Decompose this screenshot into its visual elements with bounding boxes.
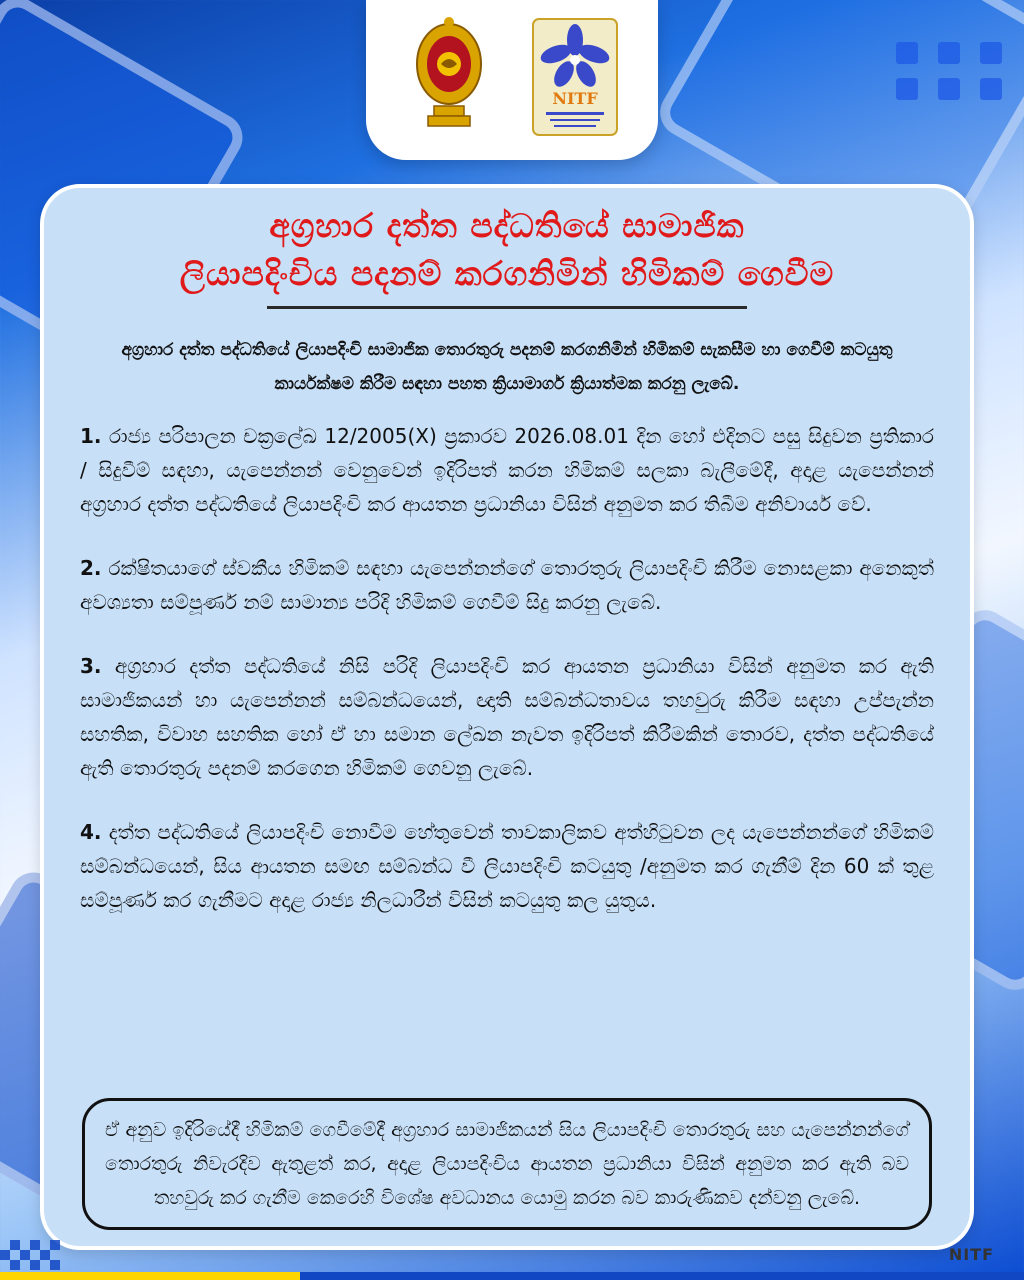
list-item [80, 419, 934, 521]
nitf-logo-icon [532, 18, 618, 136]
title-line-2: ලියාපදිංචිය පදනම් කරගනිමින් හිමිකම් ගෙවීම [179, 254, 835, 293]
item-text: රාජ්‍ය පරිපාලන චක්‍රලේඛ 12/2005(X) ප්‍රකාරව 2026.08.01 දින හෝ එදිනට පසු සිදුවන ප්‍රතිකාර / සිදුවීම් සඳහා, යැපෙන්නන් වෙනුවෙන් ඉදිරිපත් කරන හිමිකම් සලකා බැලීමේදී, අදාළ යැපෙන්නන් අග්‍රහාර දත්ත පද්ධතියේ ලියාපදිංචි කර ආයතන ප්‍රධානියා විසින් අනුමත කර තිබීම අනිවාර්ය වේ. [80, 424, 934, 516]
item-number: 4. [80, 820, 102, 844]
item-number: 1. [80, 424, 102, 448]
sri-lanka-emblem-icon [414, 14, 484, 134]
svg-text:NITF: NITF [552, 89, 598, 108]
corner-logo: NITF [948, 1245, 994, 1264]
list-item [80, 649, 934, 785]
decorative-squares [896, 42, 1002, 100]
announcement-card [40, 184, 974, 1250]
item-number: 2. [80, 556, 102, 580]
item-text: දත්ත පද්ධතියේ ලියාපදිංචි නොවීම හේතුවෙන් තාවකාලිකව අත්හිටුවන ලද යැපෙන්නන්ගේ හිමිකම් සම්බන්ධයෙන්, සිය ආයතන සමඟ සම්බන්ධ වී ලියාපදිංචි කටයුතු /අනුමත කර ගැනීම් දින 60 ක් තුළ සම්පූර්ණ කර ගැනීමට අදාළ රාජ්‍ය නිලධාරීන් විසින් කටයුතු කල යුතුය. [80, 820, 934, 912]
item-text: අග්‍රහාර දත්ත පද්ධතියේ නිසි පරිදි ලියාපදිංචි කර ආයතන ප්‍රධානියා විසින් අනුමත කර ඇති සාමාජිකයන් හා යැපෙන්නන් සම්බන්ධයෙන්, ඥාති සම්බන්ධතාවය තහවුරු කිරීම සඳහා උප්පැන්න සහතික, විවාහ සහතික හෝ ඒ හා සමාන ලේඛන නැවත ඉදිරිපත් කිරීමකින් තොරව, දත්ත පද්ධතියේ ඇති තොරතුරු පදනම් කරගෙන හිමිකම් ගෙවනු ලැබේ. [80, 654, 935, 780]
item-number: 3. [80, 654, 102, 678]
item-text: රක්ෂිතයාගේ ස්වකීය හිමිකම් සඳහා යැපෙන්නන්ගේ තොරතුරු ලියාපදිංචි කිරීම නොසළකා අනෙකුත් අවශ්‍යතා සම්පූර්ණ නම් සාමාන්‍ය පරිදි හිමිකම් ගෙවීම් සිදු කරනු ලැබේ. [80, 556, 934, 614]
page-title [44, 202, 970, 298]
title-divider [267, 306, 747, 309]
list-item [80, 815, 934, 917]
decorative-checker [0, 1240, 60, 1270]
notice-box: ඒ අනුව ඉදිරියේදී හිමිකම් ගෙවීමේදී අග්‍රහාර සාමාජිකයන් සිය ලියාපදිංචි තොරතුරු සහ යැපෙන්නන්ගේ තොරතුරු නිවැරදිව ඇතුළත් කර, අදාළ ලියාපදිංචිය ආයතන ප්‍රධානියා විසින් අනුමත කර ඇති බව තහවුරු කර ගැනීම කෙරෙහි විශේෂ අවධානය යොමු කරන බව කාරුණිකව දන්වනු ලැබේ. [82, 1098, 932, 1230]
bottom-stripe-blue [300, 1272, 1024, 1280]
intro-text: අග්‍රහාර දත්ත පද්ධතියේ ලියාපදිංචි සාමාජික තොරතුරු පදනම් කරගනිමින් හිමිකම් සැකසීම හා ගෙවීම් කටයුතු කාර්යක්ෂම කිරීම සඳහා පහත ක්‍රියාමාර්ග ක්‍රියාත්මක කරනු ලැබේ. [121, 340, 893, 394]
title-line-1: අග්‍රහාර දත්ත පද්ධතියේ සාමාජික [269, 206, 745, 245]
logo-header [366, 0, 658, 160]
list-item [80, 551, 934, 619]
bottom-stripe-yellow [0, 1272, 300, 1280]
